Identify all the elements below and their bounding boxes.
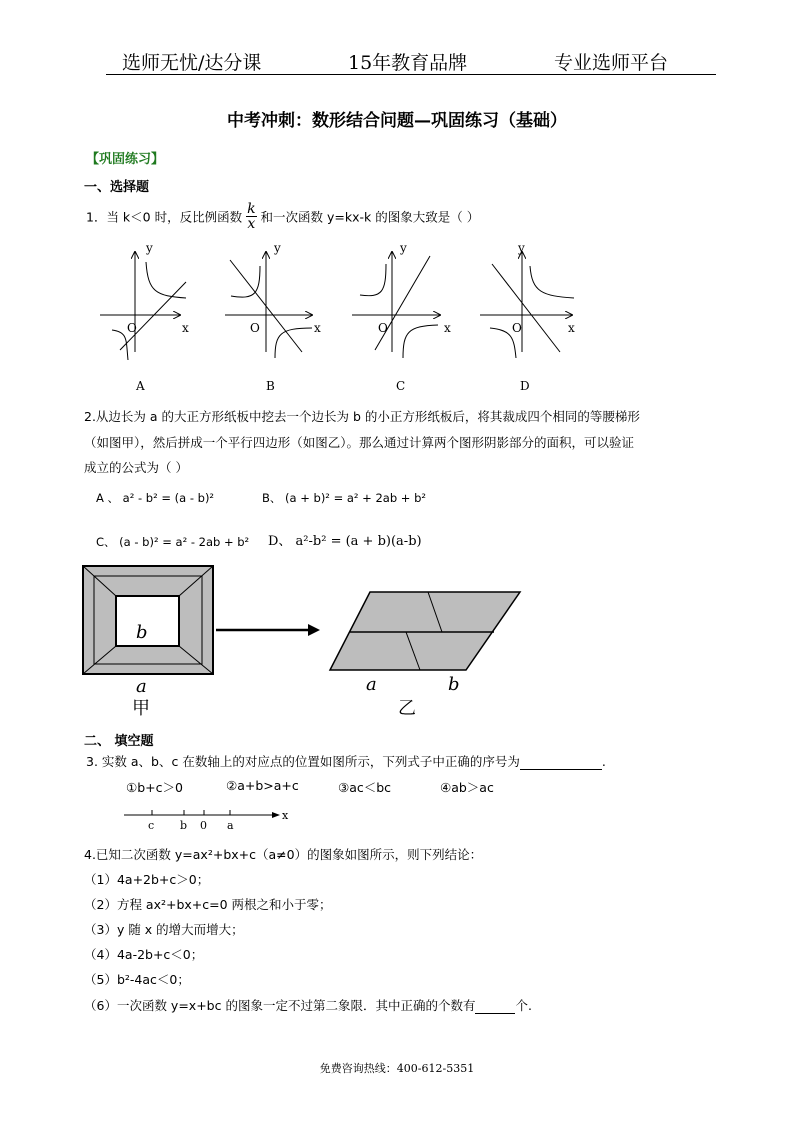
- arrow-head: [308, 624, 320, 636]
- option-c-label: C: [396, 379, 406, 393]
- graph-b: [225, 241, 321, 358]
- point-a: a: [227, 819, 234, 832]
- hyperbola-branch: [275, 328, 312, 358]
- q3-answer-blank: [520, 754, 602, 770]
- graph-a: [100, 241, 189, 360]
- header-rule: [106, 74, 716, 75]
- point-c: c: [148, 819, 155, 832]
- origin-label: O: [250, 321, 260, 335]
- origin-label: O: [378, 321, 388, 335]
- q3-option-3: ③ac＜bc: [338, 780, 392, 795]
- question-1: [86, 202, 479, 231]
- q1-prefix: 1．当 k＜0 时，反比例函数: [86, 209, 243, 225]
- option-a-label: A: [136, 379, 145, 393]
- graph-c: [352, 241, 451, 358]
- y-label: y: [518, 241, 525, 255]
- hyperbola-branch: [146, 262, 186, 298]
- x-label: x: [568, 321, 575, 335]
- q4-item-1: （1）4a+2b+c＞0；: [84, 872, 210, 887]
- section-tag: 【巩固练习】: [86, 152, 165, 167]
- q2-line1: 2.从边长为 a 的大正方形纸板中挖去一个边长为 b 的小正方形纸板后，将其裁成四个相同的等腰梯形: [84, 409, 640, 424]
- q2-line2: （如图甲），然后拼成一个平行四边形（如图乙）。那么通过计算两个图形阴影部分的面积，可以验证: [84, 435, 635, 450]
- section-choice-heading: 一、选择题: [84, 180, 150, 195]
- fraction-k-over-x: [246, 202, 256, 231]
- footer-hotline: 免费咨询热线：400-612-5351: [319, 1062, 475, 1075]
- q3-end: .: [601, 754, 606, 769]
- q4-item-2: （2）方程 ax²+bx+c=0 两根之和小于零；: [84, 897, 332, 912]
- y-label: y: [274, 241, 281, 255]
- q1-graphs: [90, 240, 600, 400]
- q4-intro: 4.已知二次函数 y=ax²+bx+c（a≠0）的图象如图所示，则下列结论：: [84, 847, 483, 862]
- line-graph: [375, 256, 430, 350]
- q2-option-c: C、 (a - b)² = a² - 2ab + b²: [96, 535, 250, 549]
- q4-answer-blank: [475, 998, 515, 1014]
- y-label: y: [146, 241, 153, 255]
- x-label: x: [314, 321, 321, 335]
- q3-option-4: ④ab＞ac: [440, 780, 494, 795]
- q4-item-3: （3）y 随 x 的增大而增大；: [84, 922, 244, 937]
- hyperbola-branch: [360, 264, 386, 296]
- hyperbola-branch: [112, 330, 128, 360]
- question-3: [86, 752, 606, 770]
- q3-number-line: [120, 800, 300, 834]
- x-label: x: [182, 321, 189, 335]
- label-a: a: [136, 676, 147, 697]
- option-d-label: D: [520, 379, 530, 393]
- frac-denominator: x: [247, 216, 256, 232]
- axis-arrow: [272, 812, 280, 818]
- q4-item-6: [84, 996, 532, 1014]
- q2-option-b: B、 (a + b)² = a² + 2ab + b²: [262, 491, 426, 505]
- q4-item-4: （4）4a-2b+c＜0；: [84, 947, 204, 962]
- figure-yi: [330, 592, 520, 719]
- line-graph: [120, 282, 186, 350]
- section-fill-heading: 二、 填空题: [84, 734, 154, 749]
- option-b-label: B: [266, 379, 275, 393]
- axis-x-label: x: [282, 809, 289, 822]
- header-center: 15年教育品牌: [348, 52, 468, 74]
- point-b: b: [180, 819, 188, 832]
- label-b2: b: [448, 674, 460, 695]
- q3-text: 3. 实数 a、b、c 在数轴上的对应点的位置如图所示，下列式子中正确的序号为: [86, 754, 520, 769]
- q4-last-pre: （6）一次函数 y=x+bc 的图象一定不过第二象限．其中正确的个数有: [84, 998, 476, 1013]
- label-b: b: [136, 622, 148, 643]
- parallelogram: [330, 592, 520, 670]
- header-left: 选师无忧/达分课: [122, 52, 262, 74]
- y-label: y: [400, 241, 407, 255]
- label-a2: a: [366, 674, 377, 695]
- graph-d: [480, 241, 575, 358]
- q3-option-2: ②a+b>a+c: [226, 778, 299, 793]
- origin-label: O: [512, 321, 522, 335]
- q3-option-1: ①b+c＞0: [126, 780, 183, 795]
- figure-jia: [83, 566, 213, 719]
- hyperbola-branch: [530, 266, 574, 298]
- label-jia: 甲: [132, 698, 150, 719]
- frac-numerator: k: [247, 201, 256, 217]
- q2-line3: 成立的公式为（ ）: [84, 460, 188, 475]
- x-label: x: [444, 321, 451, 335]
- q1-suffix: 和一次函数 y=kx-k 的图象大致是（ ）: [260, 209, 480, 225]
- hyperbola-branch: [403, 325, 438, 358]
- origin-label: O: [127, 321, 137, 335]
- header-right: 专业选师平台: [554, 52, 669, 74]
- q2-option-d: D、 a²-b² = (a + b)(a-b): [268, 534, 422, 549]
- q4-last-post: 个.: [515, 998, 532, 1013]
- q4-item-5: （5）b²-4ac＜0；: [84, 972, 190, 987]
- point-zero: 0: [200, 819, 207, 832]
- line-graph: [492, 264, 560, 352]
- page-title: 中考冲刺：数形结合问题—巩固练习（基础）: [227, 111, 567, 131]
- q2-figures: [80, 562, 530, 722]
- q2-option-a: A 、 a² - b² = (a - b)²: [96, 491, 215, 505]
- label-yi: 乙: [398, 698, 416, 719]
